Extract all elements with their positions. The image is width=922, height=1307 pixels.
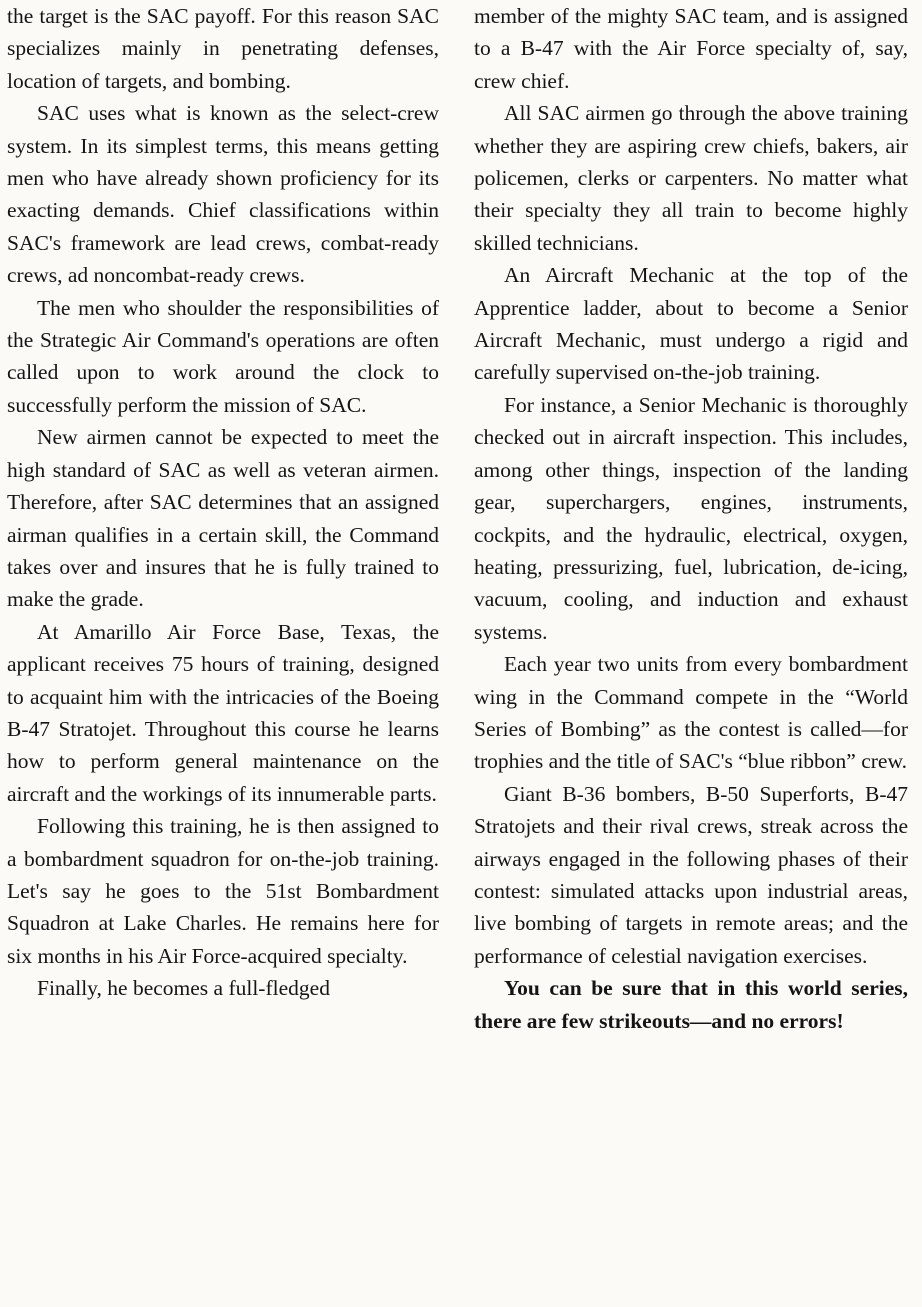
paragraph: For instance, a Senior Mechanic is thoroughly checked out in aircraft inspection. This includes, among other things, inspection of the landing gear, superchargers, engines, instruments, cockpits, and the hydraulic, electrical, oxygen, heating, pressurizing, fuel, lubrication, de-icing, vacuum, cooling, and induction and exhaust systems. — [474, 392, 908, 644]
closing-paragraph: You can be sure that in this world series, there are few strikeouts—and no errors! — [474, 976, 908, 1033]
paragraph: Giant B-36 bombers, B-50 Superforts, B-47 Stratojets and their rival crews, streak across the airways engaged in the following phases of their contest: simulated attacks upon industrial areas, live bombing of targets in remote areas; and the performance of celestial navigation exercises. — [474, 781, 908, 968]
paragraph: Finally, he becomes a full-fledged — [37, 976, 330, 1001]
paragraph: An Aircraft Mechanic at the top of the Apprentice ladder, about to become a Senior Aircraft Mechanic, must undergo a rigid and carefully supervised on-the-job training. — [474, 263, 908, 385]
paragraph: Following this training, he is then assigned to a bombardment squadron for on-the-job training. Let's say he goes to the 51st Bombardment Squadron at Lake Charles. He remains here for six months in his Air Force-acquired specialty. — [7, 814, 439, 968]
paragraph: SAC uses what is known as the select-crew system. In its simplest terms, this means getting men who have already shown proficiency for its exacting demands. Chief classifications within SAC's framework are lead crews, combat-ready crews, ad noncombat-ready crews. — [7, 101, 439, 288]
paragraph: All SAC airmen go through the above training whether they are aspiring crew chiefs, bakers, air policemen, clerks or carpenters. No matter what their specialty they all train to become highly skilled technicians. — [474, 101, 908, 255]
left-column — [7, 0, 439, 1005]
paragraph: New airmen cannot be expected to meet the high standard of SAC as well as veteran airmen. Therefore, after SAC determines that an assigned airman qualifies in a certain skill, the Command takes over and insures that he is fully trained to make the grade. — [7, 425, 439, 612]
paragraph: Each year two units from every bombardment wing in the Command compete in the “World Series of Bombing” as the contest is called—for trophies and the title of SAC's “blue ribbon” crew. — [474, 652, 908, 774]
paragraph: member of the mighty SAC team, and is assigned to a B-47 with the Air Force specialty of, say, crew chief. — [474, 4, 908, 93]
right-column — [474, 0, 908, 1037]
paragraph: The men who shoulder the responsibilities of the Strategic Air Command's operations are often called upon to work around the clock to successfully perform the mission of SAC. — [7, 295, 439, 417]
paragraph: At Amarillo Air Force Base, Texas, the applicant receives 75 hours of training, designed to acquaint him with the intricacies of the Boeing B-47 Stratojet. Throughout this course he learns how to perform general maintenance on the aircraft and the workings of its innumerable parts. — [7, 619, 439, 806]
paragraph: the target is the SAC payoff. For this reason SAC specializes mainly in penetrating defenses, location of targets, and bombing. — [7, 4, 439, 93]
